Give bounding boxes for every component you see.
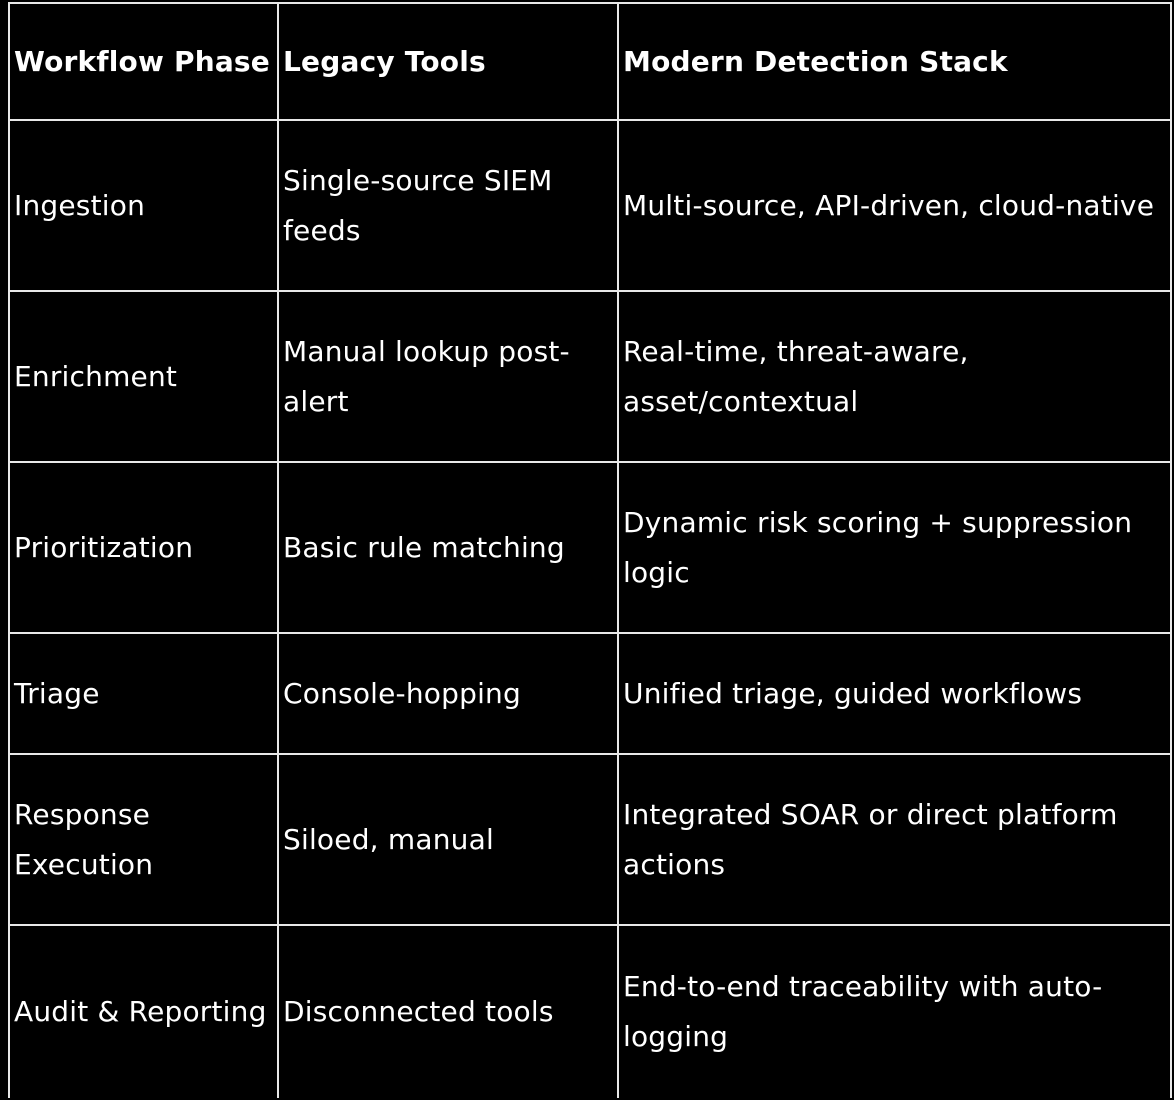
cell-phase: Ingestion	[9, 120, 278, 291]
table-row	[9, 754, 1171, 925]
cell-modern: Multi-source, API-driven, cloud-native	[618, 120, 1171, 291]
cell-phase: Triage	[9, 633, 278, 754]
table-row	[9, 633, 1171, 754]
table-row	[9, 462, 1171, 633]
comparison-table	[8, 2, 1172, 1098]
table-row	[9, 291, 1171, 462]
cell-legacy: Siloed, manual	[278, 754, 618, 925]
cell-phase: Audit & Reporting	[9, 925, 278, 1098]
cell-modern: Dynamic risk scoring + suppression logic	[618, 462, 1171, 633]
cell-legacy: Manual lookup post-alert	[278, 291, 618, 462]
cell-phase: Enrichment	[9, 291, 278, 462]
cell-modern: Unified triage, guided workflows	[618, 633, 1171, 754]
table-header-row	[9, 3, 1171, 120]
cell-legacy: Console-hopping	[278, 633, 618, 754]
cell-legacy: Disconnected tools	[278, 925, 618, 1098]
header-legacy-tools: Legacy Tools	[278, 3, 618, 120]
cell-modern: Real-time, threat-aware, asset/contextual	[618, 291, 1171, 462]
table-row	[9, 925, 1171, 1098]
cell-legacy: Single-source SIEM feeds	[278, 120, 618, 291]
cell-phase: Prioritization	[9, 462, 278, 633]
cell-phase: Response Execution	[9, 754, 278, 925]
header-workflow-phase: Workflow Phase	[9, 3, 278, 120]
table-row	[9, 120, 1171, 291]
cell-modern: End-to-end traceability with auto-logging	[618, 925, 1171, 1098]
header-modern-detection-stack: Modern Detection Stack	[618, 3, 1171, 120]
cell-modern: Integrated SOAR or direct platform actions	[618, 754, 1171, 925]
cell-legacy: Basic rule matching	[278, 462, 618, 633]
